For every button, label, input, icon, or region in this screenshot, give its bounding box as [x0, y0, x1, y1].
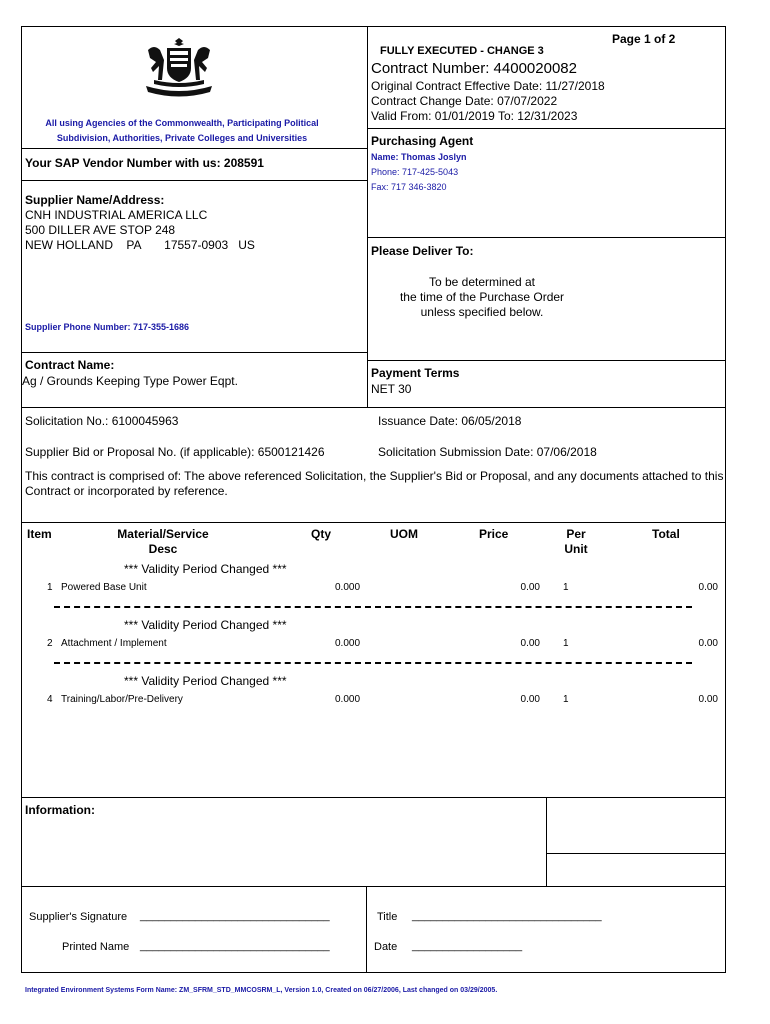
frame-left [21, 26, 22, 887]
issuance-date: Issuance Date: 06/05/2018 [378, 414, 522, 428]
deliver-line1: To be determined at [428, 275, 536, 289]
payment-terms-value: NET 30 [371, 382, 412, 396]
date-field[interactable]: __________________ [412, 940, 523, 952]
supplier-phone: Supplier Phone Number: 717-355-1686 [25, 322, 190, 332]
supplier-name: CNH INDUSTRIAL AMERICA LLC [25, 208, 208, 222]
title-label: Title [377, 911, 398, 923]
line [21, 352, 367, 353]
col-item: Item [27, 527, 52, 541]
row-total: 0.00 [698, 582, 718, 593]
vendor-number: Your SAP Vendor Number with us: 208591 [25, 156, 264, 170]
submission-date: Solicitation Submission Date: 07/06/2018 [378, 445, 597, 459]
row-price: 0.00 [520, 638, 540, 649]
col-material: Material/Service [117, 527, 209, 541]
agent-name: Name: Thomas Joslyn [371, 152, 467, 162]
deliver-heading: Please Deliver To: [371, 244, 474, 258]
line [21, 886, 22, 973]
line [546, 797, 547, 886]
contract-name-value: Ag / Grounds Keeping Type Power Eqpt. [22, 374, 238, 388]
line [21, 797, 726, 798]
row-qty: 0.000 [335, 694, 361, 705]
row-separator [54, 606, 692, 608]
agent-fax: Fax: 717 346-3820 [371, 182, 447, 192]
valid-dates: Valid From: 01/01/2019 To: 12/31/2023 [371, 109, 578, 123]
row-item: 4 [47, 694, 53, 705]
line [366, 886, 367, 973]
deliver-line3: unless specified below. [420, 305, 544, 319]
col-total: Total [652, 527, 680, 541]
row-desc: Attachment / Implement [61, 638, 167, 649]
coat-of-arms-seal [140, 36, 218, 102]
printed-name-label: Printed Name [62, 941, 130, 953]
row-per: 1 [563, 582, 569, 593]
line [21, 148, 367, 149]
comprised-text: This contract is comprised of: The above referenced Solicitation, the Supplier's Bid or Proposal, and any documents attached to this Contract or incorporated by reference. [25, 469, 724, 498]
supplier-city: NEW HOLLAND PA 17557-0903 US [25, 238, 255, 252]
col-uom: UOM [390, 527, 418, 541]
col-qty: Qty [311, 527, 332, 541]
line [546, 853, 726, 854]
payment-terms-heading: Payment Terms [371, 366, 460, 380]
col-unit: Unit [564, 542, 588, 556]
row-note: *** Validity Period Changed *** [124, 618, 287, 632]
title-field[interactable]: _______________________________ [412, 910, 602, 922]
row-desc: Training/Labor/Pre-Delivery [61, 694, 183, 705]
supplier-street: 500 DILLER AVE STOP 248 [25, 223, 176, 237]
contract-number: Contract Number: 4400020082 [371, 60, 577, 77]
agent-phone: Phone: 717-425-5043 [371, 167, 459, 177]
date-label: Date [374, 941, 398, 953]
line [725, 886, 726, 973]
row-item: 1 [47, 582, 53, 593]
supplier-signature-field[interactable]: _______________________________ [140, 910, 330, 922]
contract-change-date: Contract Change Date: 07/07/2022 [371, 94, 558, 108]
solicitation-number: Solicitation No.: 6100045963 [25, 414, 179, 428]
line [367, 128, 725, 129]
row-item: 2 [47, 638, 53, 649]
row-note: *** Validity Period Changed *** [124, 562, 287, 576]
row-total: 0.00 [698, 638, 718, 649]
row-qty: 0.000 [335, 638, 361, 649]
status-title: FULLY EXECUTED - CHANGE 3 [380, 45, 544, 57]
row-note: *** Validity Period Changed *** [124, 674, 287, 688]
frame-top [21, 26, 726, 27]
bid-number: Supplier Bid or Proposal No. (if applicable): 6500121426 [25, 445, 325, 459]
original-effective-date: Original Contract Effective Date: 11/27/2018 [371, 79, 605, 93]
page-number: Page 1 of 2 [612, 32, 676, 46]
row-separator [54, 662, 692, 664]
col-per: Per [566, 527, 586, 541]
divider-vertical [367, 26, 368, 407]
row-price: 0.00 [520, 694, 540, 705]
frame-bottom [21, 886, 726, 887]
printed-name-field[interactable]: _______________________________ [140, 940, 330, 952]
row-per: 1 [563, 694, 569, 705]
deliver-line2: the time of the Purchase Order [399, 290, 565, 304]
row-price: 0.00 [520, 582, 540, 593]
col-desc: Desc [148, 542, 178, 556]
row-qty: 0.000 [335, 582, 361, 593]
agencies-text: All using Agencies of the Commonwealth, Participating Political Subdivision, Authorities, Private Colleges and Universities [45, 118, 319, 143]
supplier-heading: Supplier Name/Address: [25, 193, 165, 207]
line [21, 407, 726, 408]
line [21, 180, 367, 181]
supplier-signature-label: Supplier's Signature [29, 911, 128, 923]
contract-name-heading: Contract Name: [25, 358, 115, 372]
row-desc: Powered Base Unit [61, 582, 147, 593]
line [367, 360, 725, 361]
frame-right [725, 26, 726, 887]
line [21, 972, 726, 973]
information-heading: Information: [25, 803, 95, 817]
purchasing-agent-heading: Purchasing Agent [371, 134, 474, 148]
line [367, 237, 725, 238]
form-footer: Integrated Environment Systems Form Name: ZM_SFRM_STD_MMCOSRM_L, Version 1.0, Created on 06/27/2006, Last changed on 03/29/2005. [25, 987, 498, 994]
col-price: Price [479, 527, 509, 541]
row-per: 1 [563, 638, 569, 649]
line [21, 522, 726, 523]
row-total: 0.00 [698, 694, 718, 705]
